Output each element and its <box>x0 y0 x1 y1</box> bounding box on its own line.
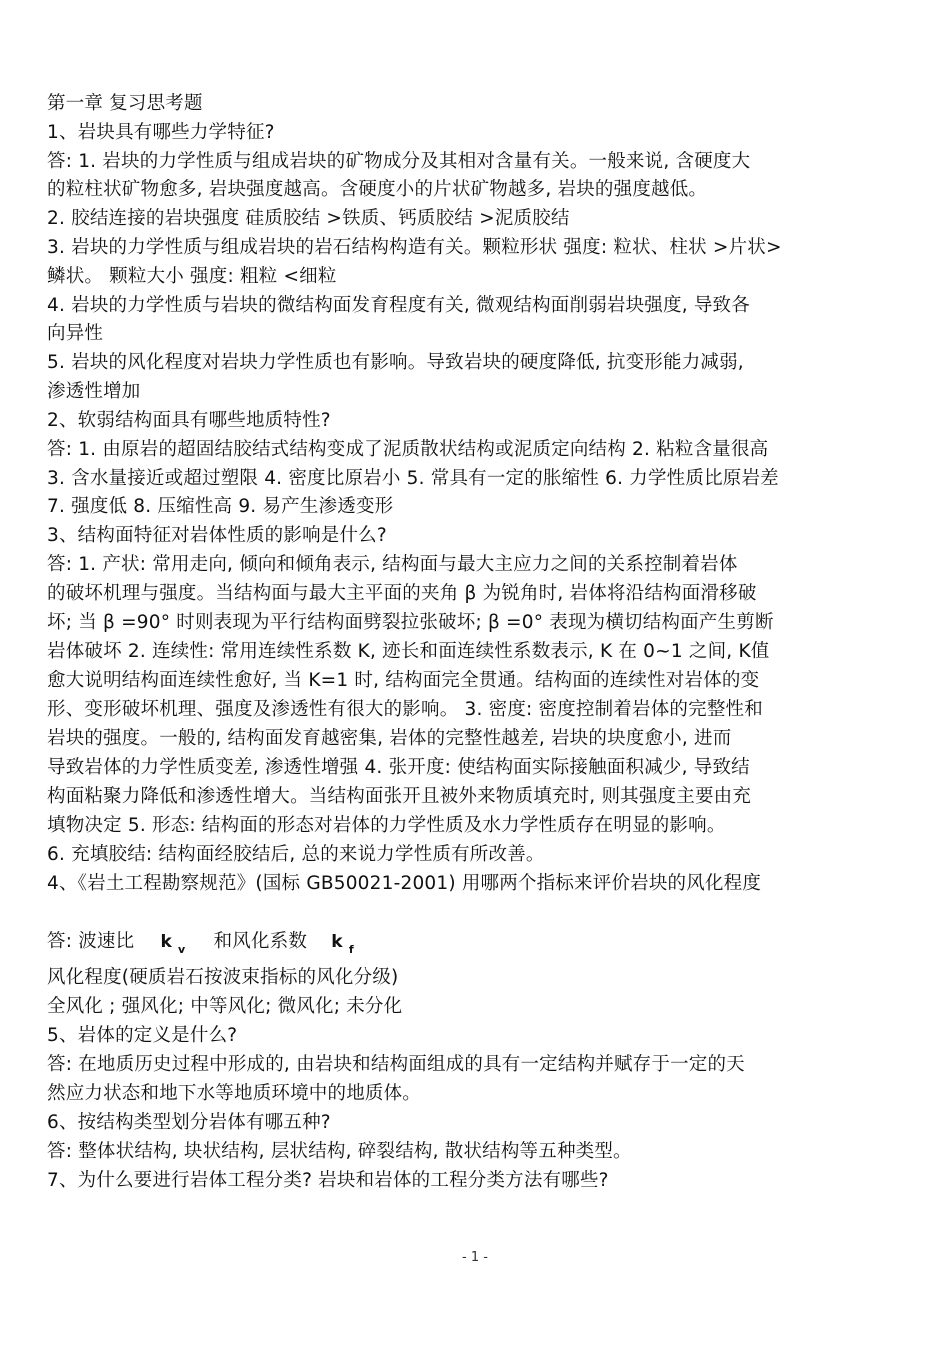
question-4: 4、《岩土工程勘察规范》(国标 GB50021-2001) 用哪两个指标来评价岩块的风化程度 <box>47 873 762 894</box>
text-line: 5. 岩块的风化程度对岩块力学性质也有影响。导致岩块的硬度降低, 抗变形能力减弱, <box>47 352 744 373</box>
text-line: 构面粘聚力降低和渗透性增大。当结构面张开且被外来物质填充时, 则其强度主要由充 <box>47 786 752 807</box>
question-1: 1、岩块具有哪些力学特征? <box>47 122 275 143</box>
text-line: 岩体破坏 2. 连续性: 常用连续性系数 K, 迹长和面连续性系数表示, K 在 0~1 之间, K值 <box>47 641 770 662</box>
text-line: 然应力状态和地下水等地质环境中的地质体。 <box>47 1083 422 1104</box>
answer-4-line <box>47 930 354 956</box>
kv-subscript: v <box>178 943 186 956</box>
text-line: 鳞状。 颗粒大小 强度: 粗粒 <细粒 <box>47 266 337 287</box>
text-line: 坏; 当 β =90° 时则表现为平行结构面劈裂拉张破坏; β =0° 表现为横切结构面产生剪断 <box>47 612 774 633</box>
text-line: 填物决定 5. 形态: 结构面的形态对岩体的力学性质及水力学性质存在明显的影响。 <box>47 815 726 836</box>
text-line: 愈大说明结构面连续性愈好, 当 K=1 时, 结构面完全贯通。结构面的连续性对岩体的变 <box>47 670 760 691</box>
text-line: 的破坏机理与强度。当结构面与最大主平面的夹角 β 为锐角时, 岩体将沿结构面滑移破 <box>47 583 757 604</box>
text-line: 4. 岩块的力学性质与岩块的微结构面发育程度有关, 微观结构面削弱岩块强度, 导致各 <box>47 295 750 316</box>
text-line: 3. 岩块的力学性质与组成岩块的岩石结构构造有关。颗粒形状 强度: 粒状、柱状 >片状> <box>47 237 782 258</box>
text-line: 2. 胶结连接的岩块强度 硅质胶结 >铁质、钙质胶结 >泥质胶结 <box>47 208 570 229</box>
text-line: 答: 1. 岩块的力学性质与组成岩块的矿物成分及其相对含量有关。一般来说, 含硬度大 <box>47 151 751 172</box>
text-line: 风化程度(硬质岩石按波束指标的风化分级) <box>47 967 399 988</box>
question-7: 7、为什么要进行岩体工程分类? 岩块和岩体的工程分类方法有哪些? <box>47 1170 609 1191</box>
text-line: 导致岩体的力学性质变差, 渗透性增强 4. 张开度: 使结构面实际接触面积减少, 导致结 <box>47 757 750 778</box>
text-line: 全风化 ; 强风化; 中等风化; 微风化; 未分化 <box>47 996 403 1017</box>
kv-symbol: k <box>160 932 173 952</box>
text-line: 3. 含水量接近或超过塑限 4. 密度比原岩小 5. 常具有一定的胀缩性 6. 力学性质比原岩差 <box>47 468 779 489</box>
text-line: 的粒柱状矿物愈多, 岩块强度越高。含硬度小的片状矿物越多, 岩块的强度越低。 <box>47 179 708 200</box>
kf-symbol: k <box>331 932 343 952</box>
chapter-title: 第一章 复习思考题 <box>47 93 203 114</box>
text-line: 6. 充填胶结: 结构面经胶结后, 总的来说力学性质有所改善。 <box>47 844 545 865</box>
text-line: 岩块的强度。一般的, 结构面发育越密集, 岩体的完整性越差, 岩块的块度愈小, 进而 <box>47 728 732 749</box>
answer-4-middle: 和风化系数 <box>213 931 308 952</box>
question-2: 2、软弱结构面具有哪些地质特性? <box>47 410 331 431</box>
page-number: - 1 - <box>462 1250 488 1265</box>
text-line: 渗透性增加 <box>47 381 141 402</box>
question-5: 5、岩体的定义是什么? <box>47 1025 238 1046</box>
question-6: 6、按结构类型划分岩体有哪五种? <box>47 1112 331 1133</box>
question-3: 3、结构面特征对岩体性质的影响是什么? <box>47 525 387 546</box>
text-line: 答: 在地质历史过程中形成的, 由岩块和结构面组成的具有一定结构并赋存于一定的天 <box>47 1054 745 1075</box>
text-line: 答: 1. 由原岩的超固结胶结式结构变成了泥质散状结构或泥质定向结构 2. 粘粒含量很高 <box>47 439 769 460</box>
answer-4-prefix: 答: 波速比 <box>47 931 135 952</box>
kf-subscript: f <box>348 943 354 956</box>
text-line: 形、变形破坏机理、强度及渗透性有很大的影响。 3. 密度: 密度控制着岩体的完整性和 <box>47 699 763 720</box>
text-line: 答: 整体状结构, 块状结构, 层状结构, 碎裂结构, 散状结构等五种类型。 <box>47 1141 632 1162</box>
text-line: 向异性 <box>47 323 104 344</box>
text-line: 答: 1. 产状: 常用走向, 倾向和倾角表示, 结构面与最大主应力之间的关系控制着岩体 <box>47 554 738 575</box>
text-line: 7. 强度低 8. 压缩性高 9. 易产生渗透变形 <box>47 496 394 517</box>
